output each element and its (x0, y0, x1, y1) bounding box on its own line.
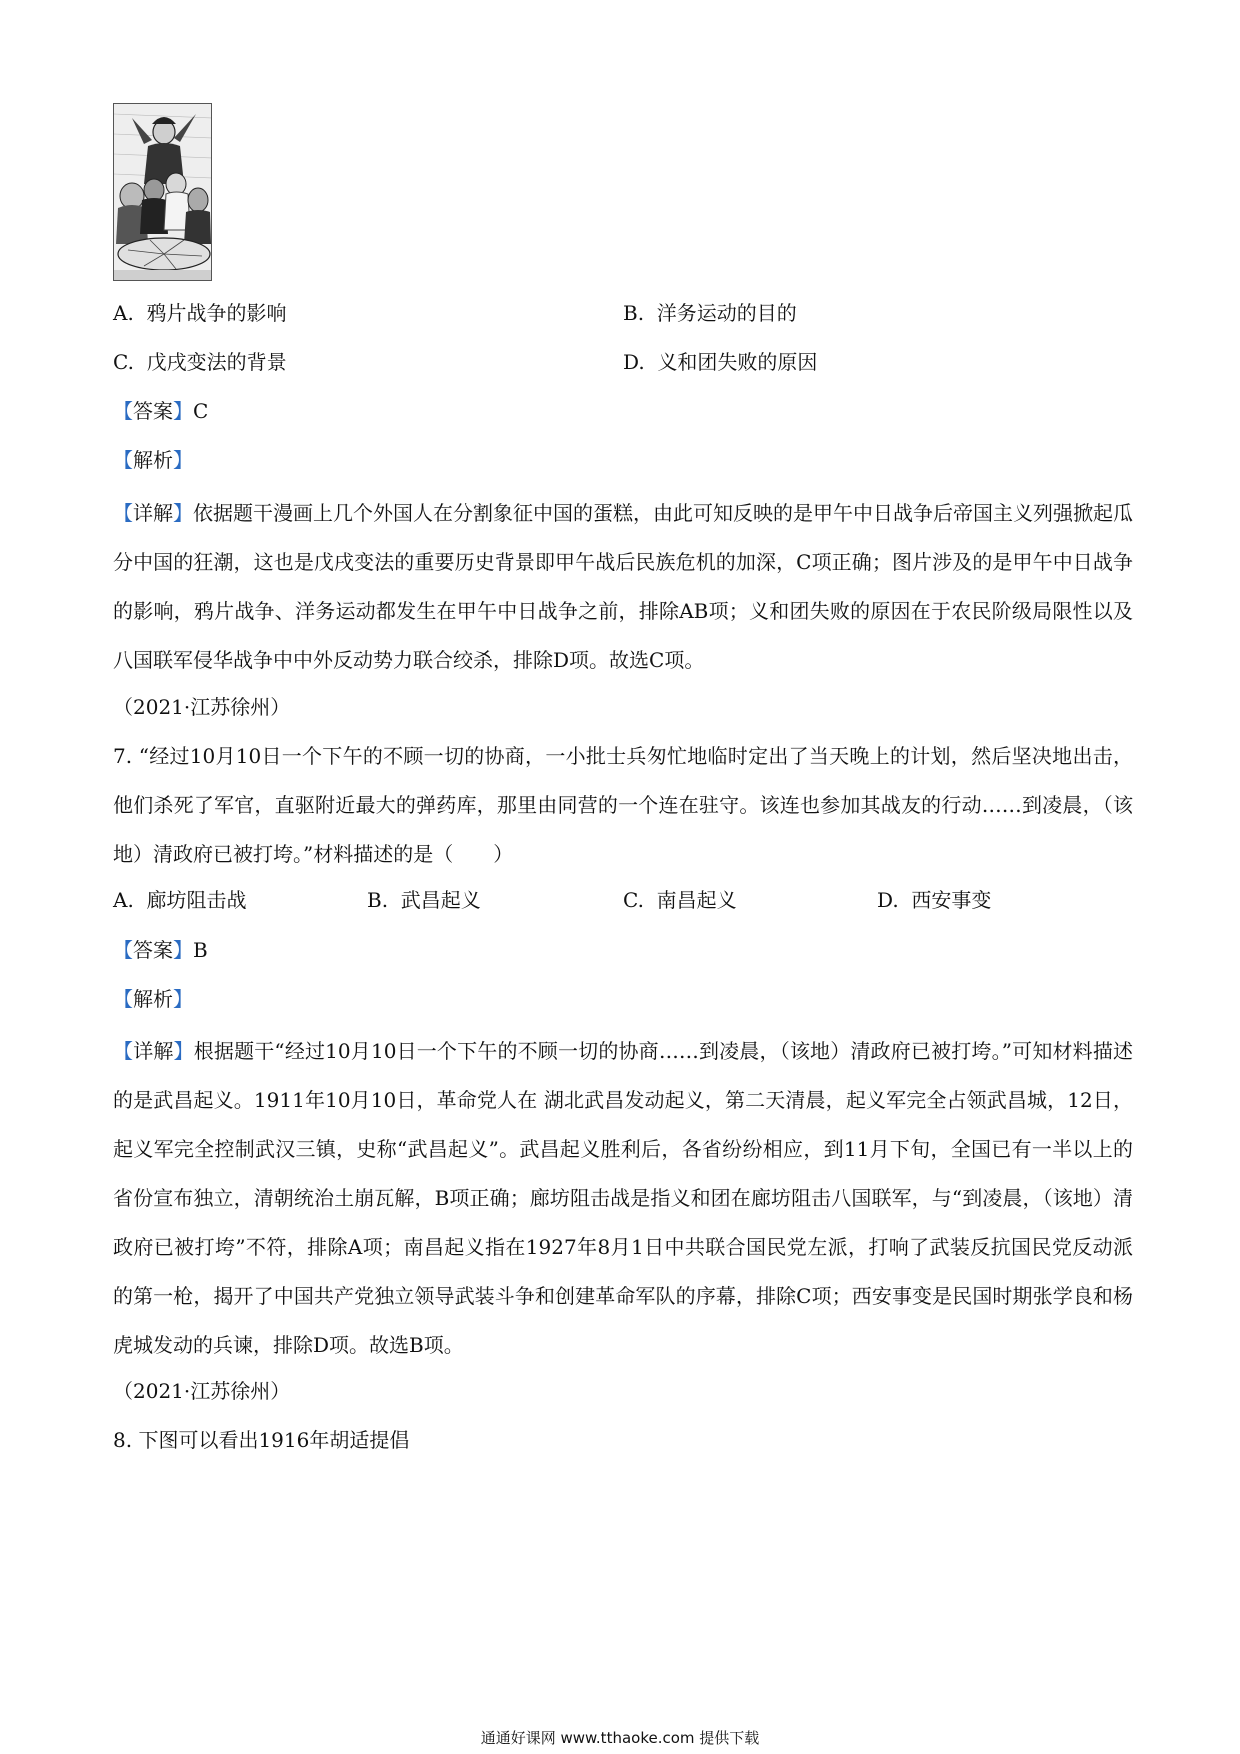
option-letter: B. (623, 301, 645, 325)
detail-label: 详解 (133, 501, 173, 525)
option-b (623, 298, 797, 328)
answer-line (113, 396, 208, 426)
question-source: （2021·江苏徐州） (113, 1379, 291, 1403)
detail-text: 根据题干“经过10月10日一个下午的不顾一切的协商……到凌晨，（该地）清政府已被打垮。”可知材料描述的是武昌起义。1911年10月10日，革命党人在 湖北武昌发动起义，第二天清晨，起义军完全占领武昌城，12日，起义军完全控制武汉三镇，史称“武昌起义”。武昌起义胜利后，各省纷纷相应，到11月下旬，全国已有一半以上的省份宣布独立，清朝统治土崩瓦解，B项正确；廊坊阻击战是指义和团在廊坊阻击八国联军，与“到凌晨，（该地）清政府已被打垮”不符，排除A项；南昌起义指在1927年8月1日中共联合国民党左派，打响了武装反抗国民党反动派的第一枪，揭开了中国共产党独立领导武装斗争和创建革命军队的序幕，排除C项；西安事变是民国时期张学良和杨虎城发动的兵谏，排除D项。故选B项。 (113, 1039, 1134, 1357)
question-stem: 8. 下图可以看出1916年胡适提倡 (113, 1428, 410, 1452)
option-c (113, 347, 287, 377)
option-c: C. 南昌起义 (623, 888, 737, 912)
answer-line: 【答案】B (113, 938, 208, 962)
option-text: 戊戌变法的背景 (146, 350, 287, 374)
option-text: 义和团失败的原因 (657, 350, 818, 374)
answer-bracket-open: 【 (113, 399, 133, 423)
answer-value: B (193, 938, 208, 962)
option-a (113, 298, 287, 328)
answer-bracket-close: 】 (173, 399, 193, 423)
option-d (623, 347, 817, 377)
option-a: A. 廊坊阻击战 (113, 888, 247, 912)
answer-label: 答案 (133, 399, 173, 423)
option-text: 鸦片战争的影响 (146, 301, 287, 325)
option-b: B. 武昌起义 (367, 888, 481, 912)
cartoon-image (113, 103, 212, 281)
option-text: 洋务运动的目的 (656, 301, 797, 325)
footer-credit: 通通好课网 www.tthaoke.com 提供下载 (480, 1729, 760, 1747)
answer-value: C (193, 399, 209, 423)
analysis-heading: 【解析】 (113, 448, 193, 472)
question-stem: 7. “经过10月10日一个下午的不顾一切的协商，一小批士兵匆忙地临时定出了当天晚上的计划，然后坚决地出击，他们杀死了军官，直驱附近最大的弹药库，那里由同营的一个连在驻守。该连也参加其战友的行动……到凌晨，（该地）清政府已被打垮。”材料描述的是（ ） (113, 744, 1133, 866)
detail-paragraph: 【详解】依据题干漫画上几个外国人在分割象征中国的蛋糕，由此可知反映的是甲午中日战争后帝国主义列强掀起瓜分中国的狂潮，这也是戊戌变法的重要历史背景即甲午战后民族危机的加深，C项正确；图片涉及的是甲午中日战争的影响，鸦片战争、洋务运动都发生在甲午中日战争之前，排除AB项；义和团失败的原因在于农民阶级局限性以及八国联军侵华战争中中外反动势力联合绞杀，排除D项。故选C项。 (113, 501, 1133, 672)
option-d: D. 西安事变 (877, 888, 992, 912)
option-letter: D. (623, 350, 645, 374)
detail-text: 依据题干漫画上几个外国人在分割象征中国的蛋糕，由此可知反映的是甲午中日战争后帝国主义列强掀起瓜分中国的狂潮，这也是戊戌变法的重要历史背景即甲午战后民族危机的加深，C项正确；图片涉及的是甲午中日战争的影响，鸦片战争、洋务运动都发生在甲午中日战争之前，排除AB项；义和团失败的原因在于农民阶级局限性以及八国联军侵华战争中中外反动势力联合绞杀，排除D项。故选C项。 (113, 501, 1133, 672)
detail-paragraph: 【详解】根据题干“经过10月10日一个下午的不顾一切的协商……到凌晨，（该地）清政府已被打垮。”可知材料描述的是武昌起义。1911年10月10日，革命党人在 湖北武昌发动起义，第二天清晨，起义军完全占领武昌城，12日，起义军完全控制武汉三镇，史称“武昌起义”。武昌起义胜利后，各省纷纷相应，到11月下旬，全国已有一半以上的省份宣布独立，清朝统治土崩瓦解，B项正确；廊坊阻击战是指义和团在廊坊阻击八国联军，与“到凌晨，（该地）清政府已被打垮”不符，排除A项；南昌起义指在1927年8月1日中共联合国民党左派，打响了武装反抗国民党反动派的第一枪，揭开了中国共产党独立领导武装斗争和创建革命军队的序幕，排除C项；西安事变是民国时期张学良和杨虎城发动的兵谏，排除D项。故选B项。 (113, 1039, 1134, 1357)
analysis-heading: 【解析】 (113, 987, 193, 1011)
option-letter: A. (113, 301, 134, 325)
question-source: （2021·江苏徐州） (113, 695, 291, 719)
option-letter: C. (113, 350, 134, 374)
